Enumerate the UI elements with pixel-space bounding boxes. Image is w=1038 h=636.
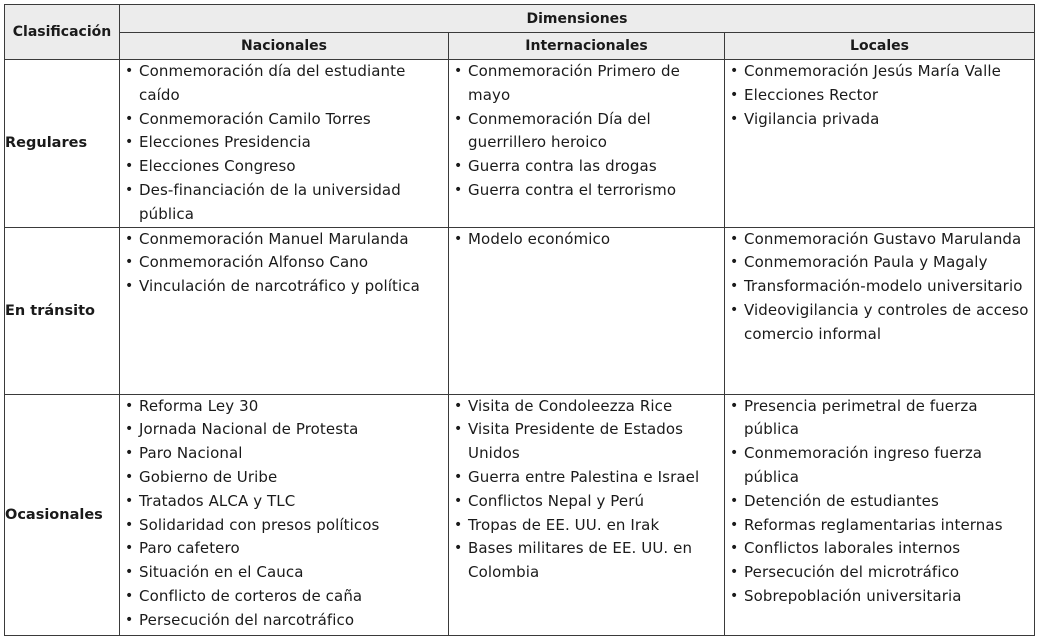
table-row-regulares [5,60,1035,228]
list-item-text: Transformación-modelo universitario [744,277,1023,296]
cell-regulares-locales [725,60,1035,228]
list-item [120,514,448,538]
bullet-icon: • [730,397,739,414]
bullet-icon: • [125,587,134,604]
list-item [449,395,724,419]
bullet-icon: • [125,134,134,151]
list-item [120,561,448,585]
bullet-icon: • [125,516,134,533]
list-item [120,108,448,132]
list-item-text: Conmemoración Jesús María Valle [744,62,1001,80]
bullet-icon: • [125,230,134,247]
bullet-icon: • [730,540,739,557]
list-item [120,490,448,514]
bullet-icon: • [454,492,463,509]
list-item-text: Detención de estudiantes [744,491,939,510]
list-item [120,418,448,442]
list-item [120,275,448,299]
cell-en-transito-internacionales [449,227,725,394]
list-item [120,179,448,227]
bullet-icon: • [730,63,739,79]
bullet-icon: • [730,445,739,462]
bullet-icon: • [454,540,463,557]
cell-en-transito-nacionales [120,227,449,394]
bullet-icon: • [125,492,134,509]
list-item-text: Guerra contra las drogas [468,157,657,176]
list-item [449,490,724,514]
list-item-text: Tropas de EE. UU. en Irak [468,515,660,534]
list-item-text: Elecciones Congreso [139,157,296,176]
bullet-list [725,60,1034,131]
list-item [449,537,724,585]
list-item [120,609,448,633]
list-item [725,561,1034,585]
bullet-icon: • [730,230,739,247]
list-item [725,60,1034,84]
bullet-icon: • [125,254,134,271]
table-row-ocasionales [5,394,1035,635]
list-item [725,585,1034,609]
list-item-text: Situación en el Cauca [139,563,304,582]
list-item [449,179,724,203]
list-item [725,537,1034,561]
bullet-icon: • [730,587,739,604]
list-item-text: Sobrepoblación universitaria [744,586,962,605]
bullet-list [449,395,724,585]
col-header-internacionales: Internacionales [449,33,725,60]
list-item-text: Conflictos Nepal y Perú [468,491,645,510]
bullet-icon: • [730,301,739,318]
list-item-text: Solidaridad con presos políticos [139,515,380,534]
row-label-regulares: Regulares [5,60,120,228]
list-item-text: Reformas reglamentarias internas [744,515,1003,534]
list-item-text: Conflictos laborales internos [744,539,961,558]
list-item-text: Vinculación de narcotráfico y política [139,277,420,296]
bullet-icon: • [125,445,134,462]
bullet-icon: • [125,278,134,295]
list-item [120,442,448,466]
bullet-list [725,228,1034,347]
list-item [120,537,448,561]
bullet-list [120,228,448,299]
list-item [725,228,1034,252]
col-header-locales: Locales [725,33,1035,60]
list-item-text: Visita Presidente de Estados Unidos [468,420,684,463]
list-item [120,131,448,155]
list-item-text: Videovigilancia y controles de acceso comercio informal [744,300,1029,343]
bullet-list [449,228,724,252]
cell-ocasionales-nacionales [120,394,449,635]
cell-regulares-nacionales [120,60,449,228]
list-item [120,585,448,609]
list-item-text: Conmemoración Camilo Torres [139,109,371,128]
bullet-icon: • [125,611,134,628]
list-item [725,490,1034,514]
bullet-icon: • [454,468,463,485]
list-item [725,84,1034,108]
list-item-text: Vigilancia privada [744,109,880,128]
list-item [725,442,1034,490]
list-item-text: Conmemoración ingreso fuerza pública [744,444,983,486]
list-item-text: Bases militares de EE. UU. en Colombia [468,539,693,582]
bullet-icon: • [454,516,463,533]
bullet-icon: • [125,181,134,198]
list-item [449,466,724,490]
clasificacion-header: Clasificación [5,5,120,60]
list-item-text: Tratados ALCA y TLC [139,491,296,510]
list-item [120,395,448,419]
list-item-text: Paro Nacional [139,444,243,463]
list-item-text: Guerra entre Palestina e Israel [468,467,700,486]
list-item [120,466,448,490]
list-item [725,275,1034,299]
cell-ocasionales-internacionales [449,394,725,635]
list-item [449,228,724,252]
bullet-icon: • [125,468,134,485]
bullet-icon: • [730,110,739,127]
list-item [449,108,724,156]
bullet-list [120,60,448,227]
list-item-text: Guerra contra el terrorismo [468,180,677,199]
bullet-icon: • [454,397,463,414]
col-header-nacionales: Nacionales [120,33,449,60]
list-item-text: Conmemoración Manuel Marulanda [139,229,409,248]
list-item-text: Conmemoración Primero de mayo [468,62,680,104]
list-item-text: Modelo económico [468,229,611,248]
list-item-text: Jornada Nacional de Protesta [139,420,359,439]
list-item-text: Conflicto de corteros de caña [139,586,363,605]
list-item [449,418,724,466]
bullet-icon: • [454,230,463,247]
list-item-text: Conmemoración Paula y Magaly [744,253,988,272]
list-item-text: Paro cafetero [139,539,240,558]
list-item-text: Persecución del narcotráfico [139,610,355,629]
list-item [725,514,1034,538]
bullet-list [725,395,1034,609]
list-item [120,60,448,108]
bullet-icon: • [730,492,739,509]
bullet-icon: • [125,63,134,79]
list-item-text: Reforma Ley 30 [139,396,259,415]
list-item [725,395,1034,443]
list-item-text: Conmemoración Alfonso Cano [139,253,369,272]
bullet-icon: • [125,421,134,438]
list-item-text: Elecciones Presidencia [139,133,311,152]
list-item [120,251,448,275]
bullet-icon: • [454,181,463,198]
bullet-icon: • [730,254,739,271]
classification-table [4,4,1035,636]
bullet-icon: • [730,278,739,295]
bullet-icon: • [454,110,463,127]
list-item [120,228,448,252]
list-item [449,514,724,538]
list-item-text: Persecución del microtráfico [744,563,960,582]
cell-regulares-internacionales [449,60,725,228]
bullet-list [449,60,724,203]
cell-ocasionales-locales [725,394,1035,635]
list-item [725,299,1034,347]
dimensiones-header: Dimensiones [120,5,1035,33]
list-item-text: Des-financiación de la universidad pública [139,180,401,223]
bullet-icon: • [454,421,463,438]
bullet-icon: • [125,540,134,557]
bullet-icon: • [125,564,134,581]
table-row-en-transito [5,227,1035,394]
list-item-text: Conmemoración Día del guerrillero heroico [468,109,651,152]
list-item [725,251,1034,275]
bullet-icon: • [730,516,739,533]
list-item [725,108,1034,132]
bullet-icon: • [125,397,134,414]
list-item-text: Conmemoración día del estudiante caído [139,62,406,104]
list-item [449,60,724,108]
bullet-icon: • [730,86,739,103]
list-item-text: Gobierno de Uribe [139,467,278,486]
list-item-text: Conmemoración Gustavo Marulanda [744,229,1022,248]
list-item [120,155,448,179]
cell-en-transito-locales [725,227,1035,394]
bullet-list [120,395,448,633]
row-label-en-transito: En tránsito [5,227,120,394]
bullet-icon: • [125,110,134,127]
bullet-icon: • [125,158,134,175]
list-item-text: Elecciones Rector [744,85,879,104]
bullet-icon: • [730,564,739,581]
list-item-text: Presencia perimetral de fuerza pública [744,396,978,439]
row-label-ocasionales: Ocasionales [5,394,120,635]
bullet-icon: • [454,63,463,79]
list-item-text: Visita de Condoleezza Rice [468,396,673,415]
bullet-icon: • [454,158,463,175]
list-item [449,155,724,179]
